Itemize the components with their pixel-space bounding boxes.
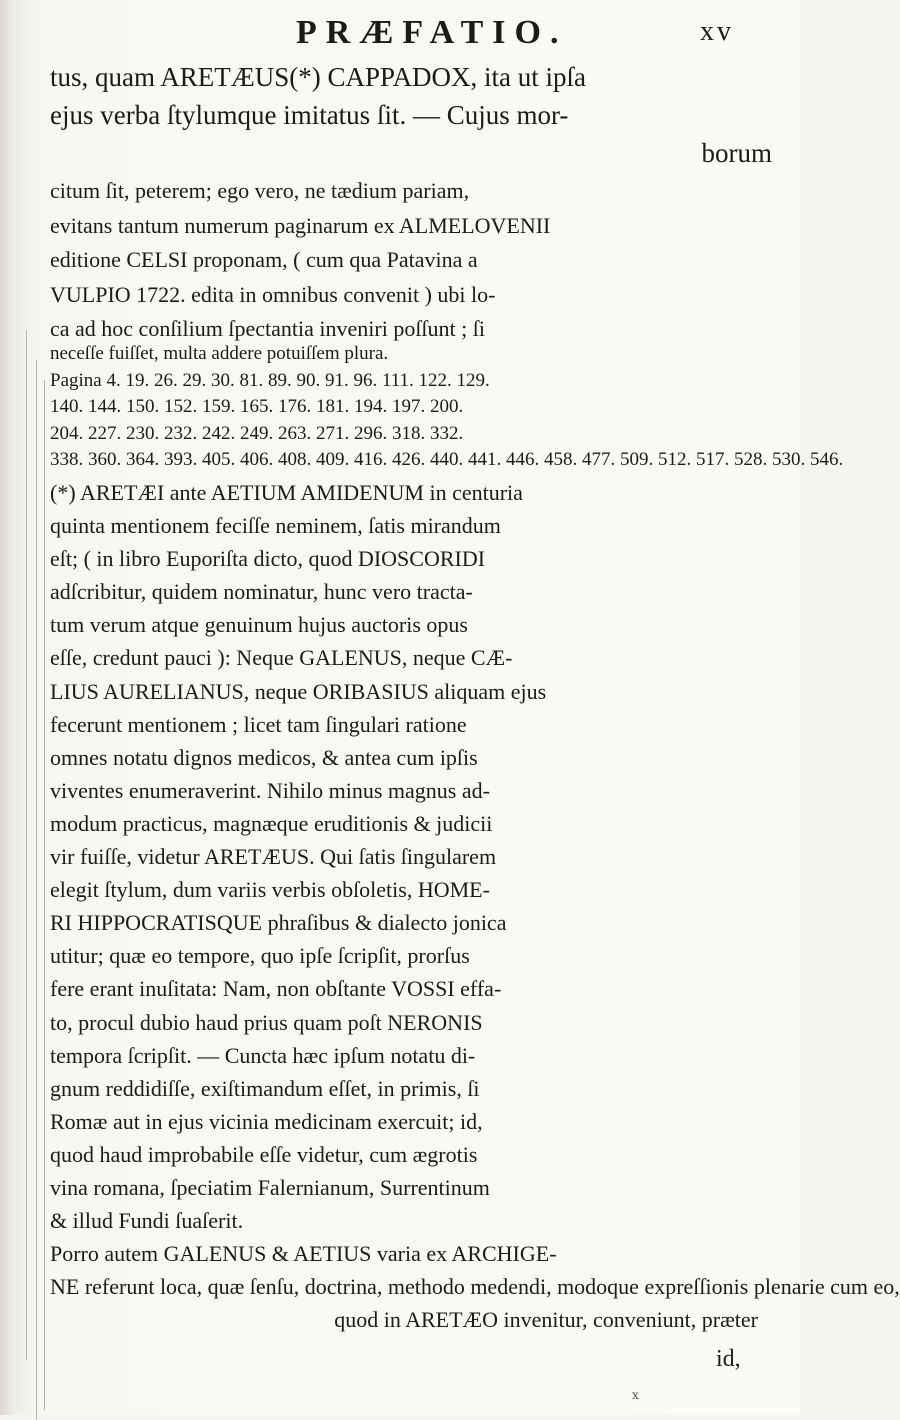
note-line: (*) ARETÆI ante AETIUM AMIDENUM in centuria [50, 480, 523, 505]
page-list-line: 204. 227. 230. 232. 242. 249. 263. 271. 296. 318. 332. [50, 422, 464, 444]
note-line: fecerunt mentionem ; licet tam ſingulari ratione [50, 711, 467, 737]
note-line: LIUS AURELIANUS, neque ORIBASIUS aliquam ejus [50, 678, 547, 704]
note-line: tempora ſcripſit. — Cuncta hæc ipſum notatu di- [50, 1042, 476, 1068]
text-line: evitans tantum numerum paginarum ex ALMELOVENII [50, 212, 551, 238]
text-line: ejus verba ſtylumque imitatus ſit. — Cujus mor- [50, 100, 569, 130]
paragraph-pages-intro [50, 174, 772, 347]
text-line: VULPIO 1722. edita in omnibus convenit ) ubi lo- [50, 281, 496, 307]
page-number: xv [700, 16, 734, 47]
note-line: to, procul dubio haud prius quam poſt NERONIS [50, 1009, 483, 1035]
text-line: editione CELSI proponam, ( cum qua Patavina a [50, 247, 478, 272]
text-line: tus, quam ARETÆUS(*) CAPPADOX, ita ut ipſa [50, 62, 587, 92]
bottom-mark: x [632, 1388, 639, 1402]
note-line: eſſe, credunt pauci ): Neque GALENUS, neque CÆ- [50, 645, 513, 671]
catchword: id, [716, 1346, 741, 1372]
note-line: quinta mentionem feciſſe neminem, ſatis mirandum [50, 513, 501, 539]
note-line: fere erant inuſitata: Nam, non obſtante VOSSI effa- [50, 976, 502, 1002]
note-line: vir fuiſſe, videtur ARETÆUS. Qui ſatis ſingularem [50, 844, 497, 870]
page-edge-line [44, 380, 45, 1410]
page-list-line: 338. 360. 364. 393. 405. 406. 408. 409. 416. 426. 440. 441. 446. 458. 477. 509. 512. 517. 528. 530. 546. [50, 449, 844, 470]
intro-text [50, 58, 772, 172]
note-line: omnes notatu dignos medicos, & antea cum ipſis [50, 744, 478, 770]
note-line: modum practicus, magnæque eruditionis & judicii [50, 810, 493, 836]
page-edge-line [26, 330, 27, 1360]
note-line: & illud Fundi ſuaſerit. [50, 1208, 244, 1234]
text-line: borum [701, 138, 772, 168]
note-line: utitur; quæ eo tempore, quo ipſe ſcripſit, prorſus [50, 943, 470, 969]
page-list-line: neceſſe fuiſſet, multa addere potuiſſem plura. [50, 343, 389, 364]
page-list [50, 341, 844, 474]
text-line: citum ſit, peterem; ego vero, ne tædium pariam, [50, 178, 470, 203]
page-list-line: Pagina 4. 19. 26. 29. 30. 81. 89. 90. 91. 96. 111. 122. 129. [50, 369, 490, 391]
note-line: vina romana, ſpeciatim Falernianum, Surrentinum [50, 1174, 490, 1200]
note-line: quod haud improbabile eſſe videtur, cum ægrotis [50, 1141, 478, 1167]
note-line: elegit ſtylum, dum variis verbis obſoletis, HOME- [50, 877, 490, 903]
footnote [50, 476, 900, 1336]
note-line: NE referunt loca, quæ ſenſu, doctrina, methodo medendi, modoque expreſſionis plenarie cum eo, [50, 1274, 900, 1300]
note-line: viventes enumeraverint. Nihilo minus magnus ad- [50, 777, 490, 803]
header-title: PRÆFATIO. [296, 14, 568, 51]
note-line: eſt; ( in libro Euporiſta dicto, quod DIOSCORIDI [50, 546, 486, 572]
note-line: Romæ aut in ejus vicinia medicinam exercuit; id, [50, 1108, 483, 1134]
page-edge-line [36, 360, 37, 1420]
note-line: Porro autem GALENUS & AETIUS varia ex ARCHIGE- [50, 1241, 557, 1267]
running-header [0, 14, 800, 54]
note-line: quod in ARETÆO invenitur, conveniunt, præter [334, 1307, 758, 1333]
text-line: ca ad hoc conſilium ſpectantia inveniri poſſunt ; ſi [50, 316, 485, 341]
page-list-line: 140. 144. 150. 152. 159. 165. 176. 181. 194. 197. 200. [50, 396, 464, 417]
note-line: adſcribitur, quidem nominatur, hunc vero tracta- [50, 579, 473, 605]
note-line: RI HIPPOCRATISQUE phraſibus & dialecto jonica [50, 910, 507, 936]
note-line: gnum reddidiſſe, exiſtimandum eſſet, in primis, ſi [50, 1075, 480, 1101]
note-line: tum verum atque genuinum hujus auctoris opus [50, 612, 468, 638]
